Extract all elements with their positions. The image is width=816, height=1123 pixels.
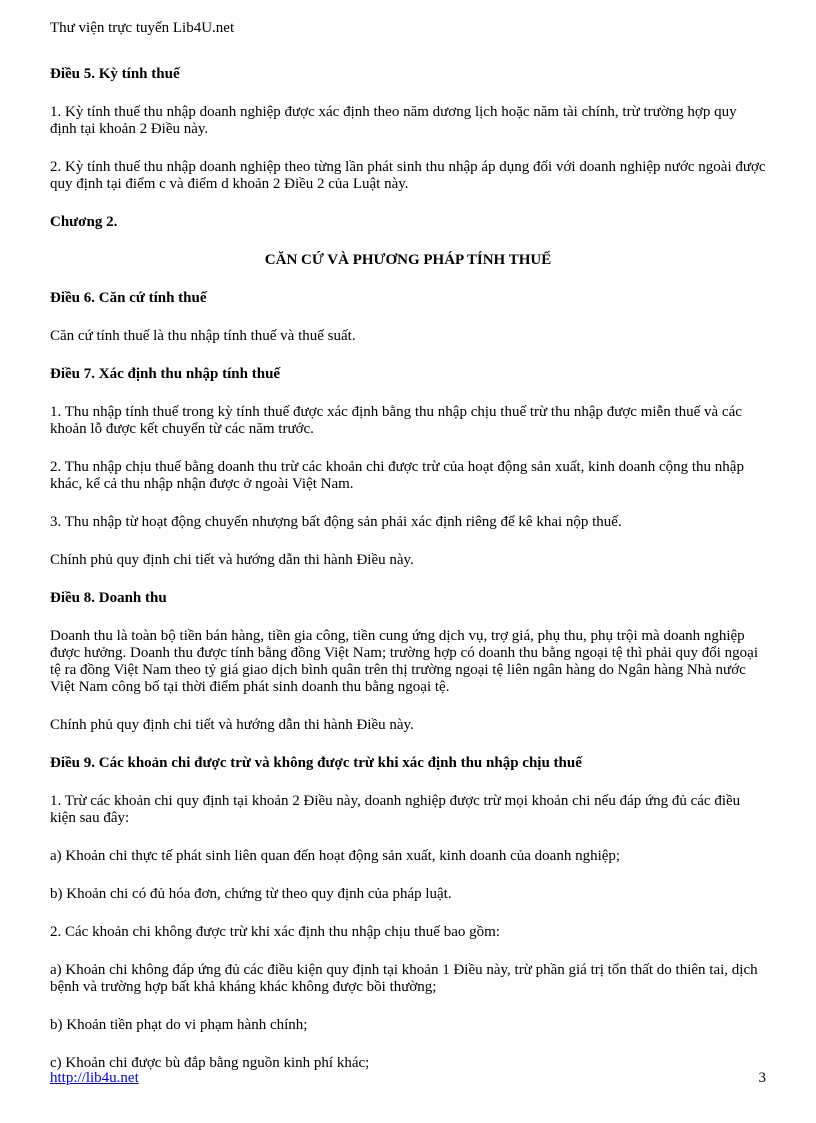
article-7-clause-1: 1. Thu nhập tính thuế trong kỳ tính thuế được xác định bằng thu nhập chịu thuế trừ thu nhập được miễn thuế và các khoản lỗ được kết chuyển từ các năm trước. [50,404,742,437]
chapter-title: CĂN CỨ VÀ PHƯƠNG PHÁP TÍNH THUẾ [264,252,552,268]
article-7-heading: Điều 7. Xác định thu nhập tính thuế [50,366,281,382]
article-9-heading: Điều 9. Các khoản chi được trừ và không được trừ khi xác định thu nhập chịu thuế [50,755,582,771]
article-9-clause-2: 2. Các khoản chi không được trừ khi xác định thu nhập chịu thuế bao gồm: [50,924,500,940]
article-7-note: Chính phủ quy định chi tiết và hướng dẫn thi hành Điều này. [50,552,414,568]
article-9-clause-1a: a) Khoản chi thực tế phát sinh liên quan đến hoạt động sản xuất, kinh doanh của doanh nghiệp; [50,848,621,864]
article-6-heading: Điều 6. Căn cứ tính thuế [50,290,207,306]
footer-site-link[interactable]: http://lib4u.net [50,1070,139,1086]
article-5-heading: Điều 5. Kỳ tính thuế [50,66,180,82]
article-9-clause-2c: c) Khoản chi được bù đắp bằng nguồn kinh phí khác; [50,1055,370,1071]
article-5-clause-2: 2. Kỳ tính thuế thu nhập doanh nghiệp theo từng lần phát sinh thu nhập áp dụng đối với doanh nghiệp nước ngoài được quy định tại điểm c và điểm d khoản 2 Điều 2 của Luật này. [50,159,766,192]
article-7-clause-2: 2. Thu nhập chịu thuế bằng doanh thu trừ các khoản chi được trừ của hoạt động sản xuất, kinh doanh cộng thu nhập khác, kể cả thu nhập nhận được ở ngoài Việt Nam. [50,459,744,492]
article-9-clause-2b: b) Khoản tiền phạt do vi phạm hành chính; [50,1017,308,1033]
document-body [50,66,766,1093]
article-8-body: Doanh thu là toàn bộ tiền bán hàng, tiền gia công, tiền cung ứng dịch vụ, trợ giá, phụ thu, phụ trội mà doanh nghiệp được hưởng. Doanh thu được tính bằng đồng Việt Nam; trường hợp có doanh thu bằng ngoại tệ thì phải quy đổi ngoại tệ ra đồng Việt Nam theo tỷ giá giao dịch bình quân trên thị trường ngoại tệ liên ngân hàng do Ngân hàng Nhà nước Việt Nam công bố tại thời điểm phát sinh doanh thu bằng ngoại tệ. [50,628,758,695]
chapter-label: Chương 2. [50,214,118,230]
article-9-clause-2a: a) Khoản chi không đáp ứng đủ các điều kiện quy định tại khoản 1 Điều này, trừ phần giá trị tổn thất do thiên tai, dịch bệnh và trường hợp bất khả kháng khác không được bồi thường; [50,962,758,995]
article-8-note: Chính phủ quy định chi tiết và hướng dẫn thi hành Điều này. [50,717,414,733]
article-5-clause-1: 1. Kỳ tính thuế thu nhập doanh nghiệp được xác định theo năm dương lịch hoặc năm tài chính, trừ trường hợp quy định tại khoản 2 Điều này. [50,104,737,137]
page-number: 3 [758,1070,766,1086]
article-9-clause-1b: b) Khoản chi có đủ hóa đơn, chứng từ theo quy định của pháp luật. [50,886,452,902]
article-9-clause-1: 1. Trừ các khoản chi quy định tại khoản 2 Điều này, doanh nghiệp được trừ mọi khoản chi nếu đáp ứng đủ các điều kiện sau đây: [50,793,741,826]
page-header-title: Thư viện trực tuyến Lib4U.net [50,20,235,36]
article-7-clause-3: 3. Thu nhập từ hoạt động chuyển nhượng bất động sản phải xác định riêng để kê khai nộp thuế. [50,514,622,530]
article-6-body: Căn cứ tính thuế là thu nhập tính thuế và thuế suất. [50,328,356,344]
article-8-heading: Điều 8. Doanh thu [50,590,167,606]
